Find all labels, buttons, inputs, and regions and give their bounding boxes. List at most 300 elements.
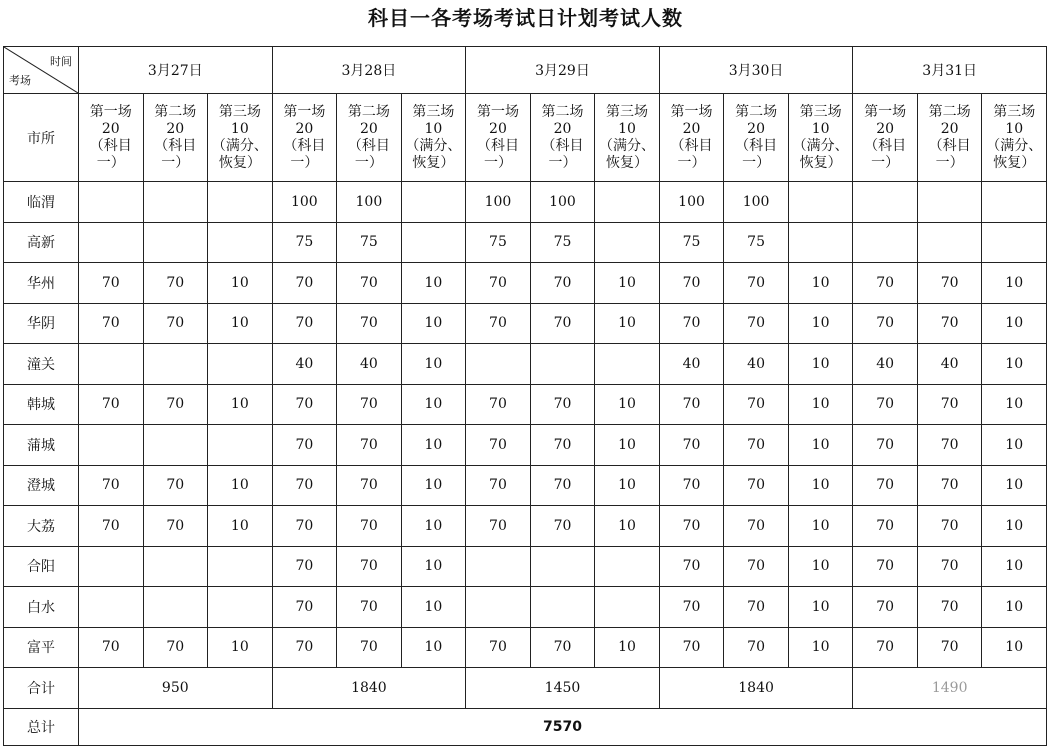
session-note2: 一） (290, 154, 319, 171)
count-cell: 70 (466, 263, 531, 304)
count-cell: 70 (917, 425, 982, 466)
session-count: 20 (682, 120, 701, 137)
count-cell: 70 (272, 627, 337, 668)
count-cell: 70 (659, 384, 724, 425)
count-cell: 100 (724, 182, 789, 223)
session-count: 10 (811, 120, 830, 137)
count-cell: 10 (208, 506, 273, 547)
count-cell (530, 587, 595, 628)
count-cell (917, 222, 982, 263)
count-cell: 10 (595, 303, 660, 344)
count-cell (208, 587, 273, 628)
count-cell: 70 (79, 303, 144, 344)
count-cell: 10 (982, 627, 1047, 668)
count-cell (595, 587, 660, 628)
count-cell: 10 (982, 546, 1047, 587)
count-cell (79, 344, 144, 385)
session-note2: 一） (935, 154, 964, 171)
session-note1: （科目 (928, 137, 971, 154)
table-row (4, 546, 1047, 587)
table-row (4, 627, 1047, 668)
session-note1: （科目 (670, 137, 713, 154)
count-cell: 10 (788, 263, 853, 304)
venue-name: 白水 (4, 587, 79, 628)
session-note2: 一） (354, 154, 383, 171)
page-title: 科目一各考场考试日计划考试人数 (368, 6, 683, 30)
session-count: 20 (876, 120, 895, 137)
count-cell: 70 (79, 627, 144, 668)
count-cell: 70 (724, 303, 789, 344)
count-cell: 10 (595, 384, 660, 425)
count-cell: 70 (272, 587, 337, 628)
count-cell: 70 (466, 627, 531, 668)
session-name: 第二场 (541, 103, 584, 120)
count-cell: 40 (337, 344, 402, 385)
session-name: 第三场 (218, 103, 261, 120)
count-cell (595, 222, 660, 263)
count-cell: 70 (143, 384, 208, 425)
count-cell: 10 (788, 384, 853, 425)
count-cell (79, 182, 144, 223)
session-name: 第一场 (283, 103, 326, 120)
count-cell: 70 (337, 627, 402, 668)
count-cell: 70 (659, 587, 724, 628)
session-header (917, 94, 982, 182)
session-header (143, 94, 208, 182)
table-row (4, 182, 1047, 223)
table-row (4, 303, 1047, 344)
count-cell: 70 (853, 546, 918, 587)
count-cell (143, 546, 208, 587)
count-cell: 70 (530, 263, 595, 304)
count-cell: 70 (724, 546, 789, 587)
session-name: 第一场 (864, 103, 907, 120)
session-header (79, 94, 144, 182)
count-cell (143, 222, 208, 263)
count-cell (530, 546, 595, 587)
count-cell: 10 (208, 263, 273, 304)
count-cell: 70 (466, 384, 531, 425)
session-note2: 一） (871, 154, 900, 171)
session-name: 第一场 (476, 103, 519, 120)
session-header (595, 94, 660, 182)
count-cell: 10 (788, 425, 853, 466)
count-cell: 10 (788, 344, 853, 385)
subtotal-value: 950 (79, 668, 273, 709)
subtotal-value: 1450 (466, 668, 660, 709)
venue-name: 高新 (4, 222, 79, 263)
count-cell: 70 (530, 384, 595, 425)
count-cell (143, 425, 208, 466)
session-note1: （满分、 (986, 137, 1043, 154)
count-cell: 10 (401, 384, 466, 425)
count-cell: 40 (724, 344, 789, 385)
count-cell: 70 (917, 506, 982, 547)
exam-schedule-table (3, 46, 1047, 746)
session-count: 20 (747, 120, 765, 137)
count-cell: 70 (466, 425, 531, 466)
count-cell: 70 (917, 465, 982, 506)
count-cell: 10 (982, 587, 1047, 628)
venue-name: 华阴 (4, 303, 79, 344)
session-header (208, 94, 273, 182)
count-cell: 75 (724, 222, 789, 263)
session-count: 10 (230, 120, 249, 137)
count-cell: 70 (659, 425, 724, 466)
venue-name: 临渭 (4, 182, 79, 223)
count-cell: 70 (272, 263, 337, 304)
count-cell: 70 (337, 546, 402, 587)
session-count: 20 (101, 120, 120, 137)
session-note2: 一） (548, 154, 577, 171)
count-cell: 70 (337, 425, 402, 466)
subtotal-value: 1840 (659, 668, 853, 709)
session-name: 第二场 (347, 103, 390, 120)
venue-name: 澄城 (4, 465, 79, 506)
session-header (853, 94, 918, 182)
count-cell (208, 182, 273, 223)
count-cell: 70 (724, 263, 789, 304)
count-cell: 70 (143, 465, 208, 506)
count-cell: 10 (595, 465, 660, 506)
count-cell: 70 (143, 627, 208, 668)
session-name: 第一场 (670, 103, 713, 120)
count-cell: 75 (659, 222, 724, 263)
session-note1: （科目 (283, 137, 326, 154)
count-cell: 10 (788, 506, 853, 547)
count-cell: 70 (272, 425, 337, 466)
count-cell: 10 (788, 587, 853, 628)
count-cell: 70 (466, 465, 531, 506)
session-header (788, 94, 853, 182)
session-note2: 恢复） (412, 154, 455, 171)
count-cell: 70 (530, 303, 595, 344)
count-cell: 70 (79, 506, 144, 547)
count-cell: 100 (466, 182, 531, 223)
count-cell: 40 (853, 344, 918, 385)
count-cell (466, 546, 531, 587)
session-note2: 一） (677, 154, 706, 171)
session-header (659, 94, 724, 182)
session-count: 20 (489, 120, 507, 137)
table-row (4, 506, 1047, 547)
session-note1: （科目 (347, 137, 390, 154)
session-name: 第二场 (154, 103, 197, 120)
date-header: 3月30日 (659, 47, 853, 94)
table-row (4, 587, 1047, 628)
count-cell: 10 (595, 425, 660, 466)
count-cell: 70 (272, 465, 337, 506)
count-cell (466, 587, 531, 628)
table-row (4, 344, 1047, 385)
count-cell: 75 (530, 222, 595, 263)
count-cell: 10 (401, 546, 466, 587)
session-header (401, 94, 466, 182)
count-cell: 70 (272, 506, 337, 547)
session-note2: 一） (96, 154, 125, 171)
count-cell: 40 (659, 344, 724, 385)
count-cell: 70 (917, 263, 982, 304)
count-cell: 10 (595, 506, 660, 547)
count-cell: 40 (917, 344, 982, 385)
count-cell (401, 222, 466, 263)
count-cell: 70 (466, 506, 531, 547)
date-header: 3月28日 (272, 47, 466, 94)
table-row (4, 263, 1047, 304)
session-count: 20 (295, 120, 314, 137)
count-cell: 70 (659, 627, 724, 668)
corner-venue-label: 考场 (9, 74, 31, 87)
count-cell: 70 (724, 425, 789, 466)
date-header: 3月29日 (466, 47, 660, 94)
count-cell (208, 425, 273, 466)
count-cell: 70 (853, 506, 918, 547)
count-cell: 70 (143, 263, 208, 304)
count-cell: 70 (143, 303, 208, 344)
session-note1: （满分、 (599, 137, 656, 154)
count-cell: 70 (853, 627, 918, 668)
session-count: 10 (618, 120, 636, 137)
count-cell: 10 (401, 344, 466, 385)
session-count: 20 (553, 120, 572, 137)
count-cell (853, 222, 918, 263)
count-cell (466, 344, 531, 385)
count-cell: 70 (853, 263, 918, 304)
count-cell (530, 344, 595, 385)
session-count: 20 (359, 120, 378, 137)
session-name: 第三场 (799, 103, 842, 120)
count-cell (982, 182, 1047, 223)
corner-time-label: 时间 (50, 55, 72, 68)
session-name: 第一场 (89, 103, 132, 120)
count-cell: 10 (788, 627, 853, 668)
session-note1: （科目 (735, 137, 778, 154)
session-note2: 一） (742, 154, 771, 171)
count-cell (788, 182, 853, 223)
session-note1: （科目 (864, 137, 907, 154)
count-cell: 10 (401, 506, 466, 547)
count-cell (79, 222, 144, 263)
count-cell: 10 (982, 263, 1047, 304)
session-header (272, 94, 337, 182)
count-cell: 70 (724, 384, 789, 425)
count-cell: 10 (401, 465, 466, 506)
count-cell: 100 (337, 182, 402, 223)
session-name: 第三场 (993, 103, 1036, 120)
count-cell: 10 (401, 627, 466, 668)
count-cell (982, 222, 1047, 263)
table-row (4, 425, 1047, 466)
venue-name: 蒲城 (4, 425, 79, 466)
count-cell: 70 (853, 303, 918, 344)
session-header (466, 94, 531, 182)
count-cell: 75 (272, 222, 337, 263)
venue-name: 富平 (4, 627, 79, 668)
session-note1: （满分、 (792, 137, 849, 154)
session-note1: （科目 (89, 137, 132, 154)
count-cell: 10 (595, 263, 660, 304)
count-cell: 100 (530, 182, 595, 223)
count-cell: 70 (466, 303, 531, 344)
subtotal-label: 合计 (4, 668, 79, 709)
count-cell (208, 344, 273, 385)
count-cell: 10 (401, 425, 466, 466)
session-count: 10 (1005, 120, 1024, 137)
session-note2: 一） (161, 154, 190, 171)
count-cell: 70 (724, 627, 789, 668)
count-cell: 10 (401, 587, 466, 628)
session-header (530, 94, 595, 182)
count-cell: 70 (853, 425, 918, 466)
session-note1: （满分、 (211, 137, 268, 154)
count-cell: 10 (208, 303, 273, 344)
count-cell: 70 (530, 425, 595, 466)
count-cell: 70 (659, 546, 724, 587)
count-cell: 70 (337, 384, 402, 425)
count-cell: 10 (208, 465, 273, 506)
count-cell: 70 (337, 506, 402, 547)
count-cell (595, 344, 660, 385)
session-name: 第二场 (735, 103, 778, 120)
count-cell: 70 (79, 465, 144, 506)
count-cell: 70 (337, 465, 402, 506)
count-cell: 10 (982, 384, 1047, 425)
count-cell (79, 546, 144, 587)
session-note2: 一） (483, 154, 512, 171)
count-cell (917, 182, 982, 223)
count-cell: 70 (530, 465, 595, 506)
count-cell: 70 (917, 303, 982, 344)
session-count: 20 (166, 120, 185, 137)
subtotal-value: 1490 (853, 668, 1047, 709)
table-row (4, 384, 1047, 425)
session-note1: （科目 (154, 137, 197, 154)
venue-name: 合阳 (4, 546, 79, 587)
corner-header-cell (4, 47, 79, 94)
session-note1: （科目 (541, 137, 584, 154)
total-row (4, 708, 1047, 745)
count-cell: 70 (917, 587, 982, 628)
session-count: 20 (940, 120, 959, 137)
count-cell: 70 (917, 384, 982, 425)
date-header: 3月27日 (79, 47, 273, 94)
count-cell (79, 425, 144, 466)
count-cell: 75 (466, 222, 531, 263)
count-cell: 10 (208, 627, 273, 668)
count-cell: 70 (272, 303, 337, 344)
count-cell: 70 (79, 384, 144, 425)
session-header (337, 94, 402, 182)
count-cell (79, 587, 144, 628)
count-cell: 70 (853, 587, 918, 628)
count-cell: 70 (337, 303, 402, 344)
count-cell (401, 182, 466, 223)
count-cell: 10 (595, 627, 660, 668)
count-cell: 70 (659, 263, 724, 304)
count-cell (208, 222, 273, 263)
session-note2: 恢复） (606, 154, 649, 171)
count-cell: 75 (337, 222, 402, 263)
count-cell: 70 (659, 506, 724, 547)
count-cell: 70 (659, 303, 724, 344)
count-cell: 10 (401, 303, 466, 344)
count-cell: 70 (272, 546, 337, 587)
session-note2: 恢复） (218, 154, 261, 171)
count-cell (143, 344, 208, 385)
count-cell (595, 182, 660, 223)
count-cell: 70 (530, 627, 595, 668)
count-cell (143, 587, 208, 628)
venue-name: 韩城 (4, 384, 79, 425)
count-cell: 10 (788, 546, 853, 587)
count-cell: 100 (659, 182, 724, 223)
session-name: 第三场 (412, 103, 455, 120)
count-cell: 70 (724, 587, 789, 628)
count-cell: 70 (853, 465, 918, 506)
count-cell: 10 (982, 465, 1047, 506)
session-header (724, 94, 789, 182)
session-header-row (4, 94, 1047, 182)
session-note2: 恢复） (799, 154, 842, 171)
subtotal-value: 1840 (272, 668, 466, 709)
session-count: 10 (424, 120, 443, 137)
count-cell: 70 (79, 263, 144, 304)
subtotal-row (4, 668, 1047, 709)
count-cell: 70 (530, 506, 595, 547)
count-cell (143, 182, 208, 223)
count-cell: 10 (788, 303, 853, 344)
count-cell: 70 (724, 465, 789, 506)
date-header-row (4, 47, 1047, 94)
session-name: 第三场 (606, 103, 649, 120)
row-header-label: 市所 (4, 94, 79, 182)
count-cell: 70 (917, 627, 982, 668)
count-cell (595, 546, 660, 587)
count-cell (208, 546, 273, 587)
count-cell: 70 (917, 546, 982, 587)
count-cell: 10 (982, 506, 1047, 547)
count-cell: 10 (208, 384, 273, 425)
count-cell: 100 (272, 182, 337, 223)
session-header (982, 94, 1047, 182)
table-row (4, 465, 1047, 506)
venue-name: 潼关 (4, 344, 79, 385)
count-cell: 70 (272, 384, 337, 425)
count-cell (788, 222, 853, 263)
count-cell: 10 (982, 303, 1047, 344)
session-note1: （满分、 (405, 137, 462, 154)
count-cell: 70 (724, 506, 789, 547)
session-note1: （科目 (476, 137, 519, 154)
date-header: 3月31日 (853, 47, 1047, 94)
venue-name: 华州 (4, 263, 79, 304)
count-cell: 70 (337, 587, 402, 628)
count-cell: 70 (337, 263, 402, 304)
table-row (4, 222, 1047, 263)
count-cell: 10 (401, 263, 466, 304)
count-cell: 10 (982, 344, 1047, 385)
total-value: 7570 (79, 708, 1047, 745)
count-cell: 10 (788, 465, 853, 506)
venue-name: 大荔 (4, 506, 79, 547)
count-cell: 70 (659, 465, 724, 506)
total-label: 总计 (4, 708, 79, 745)
count-cell: 40 (272, 344, 337, 385)
count-cell: 70 (853, 384, 918, 425)
count-cell (853, 182, 918, 223)
session-note2: 恢复） (993, 154, 1036, 171)
session-name: 第二场 (928, 103, 971, 120)
